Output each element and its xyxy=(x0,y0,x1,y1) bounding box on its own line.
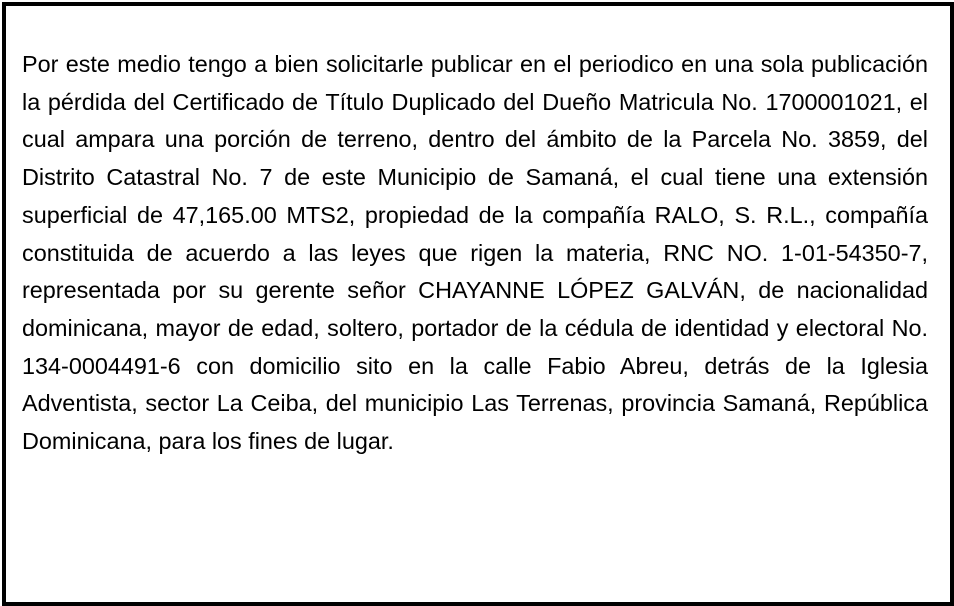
notice-frame xyxy=(2,2,954,606)
notice-body-text: Por este medio tengo a bien solicitarle publicar en el periodico en una sola publicación la pérdida del Certificado de Título Duplicado del Dueño Matricula No. 1700001021, el cual ampara una porción de terreno, dentro del ámbito de la Parcela No. 3859, del Distrito Catastral No. 7 de este Municipio de Samaná, el cual tiene una extensión superficial de 47,165.00 MTS2, propiedad de la compañía RALO, S. R.L., compañía constituida de acuerdo a las leyes que rigen la materia, RNC NO. 1-01-54350-7, representada por su gerente señor CHAYANNE LÓPEZ GALVÁN, de nacionalidad dominicana, mayor de edad, soltero, portador de la cédula de identidad y electoral No. 134-0004491-6 con domicilio sito en la calle Fabio Abreu, detrás de la Iglesia Adventista, sector La Ceiba, del municipio Las Terrenas, provincia Samaná, República Dominicana, para los fines de lugar. xyxy=(22,51,928,455)
